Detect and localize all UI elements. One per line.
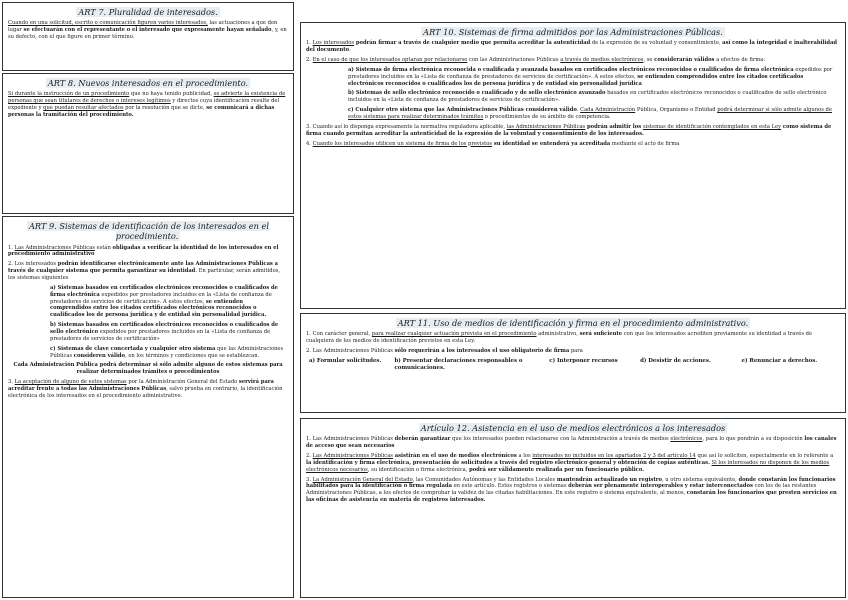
- art11-box: [300, 313, 846, 413]
- art10-item-c: c) Cualquier otro sistema que las Administraciones Públicas consideren válido. Cada Administración Pública, Organismo o Entidad podrá determinar si sólo admite algunos de estos sistemas para realizar determinados trámites o procedimientos de su ámbito de competencia.: [348, 107, 832, 120]
- art9-item-a: a) Sistemas basados en certificados electrónicos reconocidos o cualificados de firma electrónica expedidos por prestadores incluidos en la «Lista de confianza de prestadores de servicios de certificación». A estos efectos, se entienden comprendidos entre los citados certificados electrónicos reconocidos o cualificados los de persona jurídica y de entidad sin personalidad jurídica.: [50, 284, 278, 319]
- art10-p1: 1. Los interesados podrán firmar a través de cualquier medio que permita acreditar la autenticidad de la expresión de su voluntad y consentimiento, así como la integridad e inalterabilidad del documento.: [306, 40, 837, 54]
- art8-paragraph: Si durante la instrucción de un procedimiento que no haya tenido publicidad, se advierte la existencia de personas que sean titulares de derechos o intereses legítimos y directos cuya identificación resulte del expediente y que puedan resultar afectados por la resolución que se dicte, se comunicará a dichas personas la tramitación del procedimiento.: [8, 91, 286, 118]
- art9-p3: Cada Administración Pública podrá determinar si sólo admite alguno de estos sistemas para realizar determinados trámites o procedimientos: [13, 362, 283, 376]
- art12-title: Artículo 12. Asistencia en el uso de medios electrónicos a los interesados: [420, 423, 726, 433]
- art7-paragraph: Cuando en una solicitud, escrito o comunicación figuren varios interesados, las actuaciones a que den lugar se efectuarán con el representante o el interesado que expresamente hayan señalado, y, en su defecto, con el que figure en primer término.: [8, 20, 287, 40]
- art9-box: [2, 216, 294, 598]
- art11-p1: 1. Con carácter general, para realizar cualquier actuación prevista en el procedimiento administrativo, será suficiente con que los interesados acrediten previamente su identidad a través de cualquiera de los medios de identificación previstos en esta Ley.: [306, 331, 813, 345]
- art11-p2: 2. Las Administraciones Públicas sólo requerirán a los interesados el uso obligatorio de firma para: [306, 347, 583, 354]
- art9-title: ART 9. Sistemas de identificación de los interesados en el procedimiento.: [28, 221, 269, 242]
- art9-p1: 1. Las Administraciones Públicas están obligadas a verificar la identidad de los interesados en el procedimiento administrativo: [8, 244, 279, 258]
- art11-option: c) Interponer recursos: [549, 357, 618, 364]
- art12-box: [300, 418, 846, 598]
- art11-option: a) Formular solicitudes.: [309, 357, 382, 364]
- art7-title: ART 7. Pluralidad de interesados.: [78, 7, 218, 17]
- art11-option: e) Renunciar a derechos.: [741, 357, 818, 364]
- art11-options: [306, 358, 840, 372]
- art10-p4: 4. Cuando los interesados utilicen un sistema de firma de los previstos su identidad se entenderá ya acreditada mediante el acto de firma: [306, 140, 680, 147]
- art12-p1: 1. Las Administraciones Públicas deberán garantizar que los interesados pueden relacionarse con la Administración a través de medios electrónicos, para lo que pondrán a su disposición los canales de acceso que sean necesarios: [306, 436, 837, 450]
- art12-p2: 2. Las Administraciones Públicas asistirán en el uso de medios electrónicos a los interesados no incluidos en los apartados 2 y 3 del artículo 14 que así lo soliciten, especialmente en lo referente a la identificación y firma electrónica, presentación de solicitudes a través del registro electrónico general y obtención de copias auténticas. Si los interesados no disponen de los medios electrónicos necesarios, su identificación o firma electrónica, podrá ser válidamente realizada por un funcionario público.: [306, 452, 834, 473]
- art10-item-b: b) Sistemas de sello electrónico reconocido o cualificado y de sello electrónico avanzado basados en certificados electrónicos reconocidos o cualificados de sello electrónico incluidos en la «Lista de confianza de prestadores de servicios de certificación».: [348, 90, 827, 104]
- art9-item-b: b) Sistemas basados en certificados electrónicos reconocidos o cualificados de sello electrónico expedidos por prestadores incluidos en la «Lista de confianza de prestadores de servicios de certificación»: [50, 322, 279, 342]
- art10-p3: 3. Cuando así lo disponga expresamente la normativa reguladora aplicable, las Administraciones Públicas podrán admitir los sistemas de identificación contemplados en esta Ley como sistema de firma cuando permitan acreditar la autenticidad de la expresión de la voluntad y consentimiento de los interesados.: [306, 123, 832, 137]
- art11-title: ART 11. Uso de medios de identificación y firma en el procedimiento administrativo.: [397, 318, 749, 328]
- art12-p3: 3. La Administración General del Estado, las Comunidades Autónomas y las Entidades Locales mantendrán actualizado un registro, u otro sistema equivalente, donde constarán los funcionarios habilitados para la identificación o firma regulada en este artículo. Estos registros o sistemas deberán ser plenamente interoperables y estar interconectados con los de las restantes Administraciones Públicas, a los efectos de comprobar la validez de las citadas habilitaciones. En este registro o sistema equivalente, al menos, constarán los funcionarios que presten servicios en las oficinas de asistencia en materia de registros interesados.: [306, 476, 837, 504]
- art11-option: b) Presentar declaraciones responsables o comunicaciones.: [394, 357, 523, 371]
- art8-title: ART 8. Nuevos interesados en el procedimiento.: [47, 78, 249, 88]
- art8-box: [2, 73, 294, 214]
- art10-p2: 2. En el caso de que los interesados optaran por relacionarse con las Administraciones Públicas a través de medios electrónicos, se considerarán válidos a efectos de firma:: [306, 56, 766, 63]
- art10-box: [300, 22, 846, 309]
- art9-item-c: c) Sistemas de clave concertada y cualquier otro sistema que las Administraciones Públicas consideren válido, en los términos y condiciones que se establezcan.: [50, 345, 284, 359]
- art10-title: ART 10. Sistemas de firma admitidos por las Administraciones Públicas.: [423, 27, 723, 37]
- art7-box: [2, 2, 294, 71]
- art9-p4: 3. La aceptación de alguno de estos sistemas por la Administración General del Estado servirá para acreditar frente a todas las Administraciones Públicas, salvo prueba en contrario, la identificación electrónica de los interesados en el procedimiento administrativo.: [8, 379, 283, 399]
- art9-p2: 2. Los interesados podrán identificarse electrónicamente ante las Administraciones Públicas a través de cualquier sistema que permita garantizar su identidad. En particular, serán admitidos, los sistemas siguientes: [8, 261, 281, 281]
- art10-item-a: a) Sistemas de firma electrónica reconocida o cualificada y avanzada basados en certificados electrónicos reconocidos o cualificados de firma electrónica expedidos por prestadores incluidos en la «Lista de confianza de prestadores de servicios de certificación». A estos efectos, se entienden comprendidos entre los citados certificados electrónicos reconocidos o cualificados los de persona jurídica y de entidad sin personalidad jurídica: [348, 66, 833, 87]
- art11-option: d) Desistir de acciones.: [640, 357, 711, 364]
